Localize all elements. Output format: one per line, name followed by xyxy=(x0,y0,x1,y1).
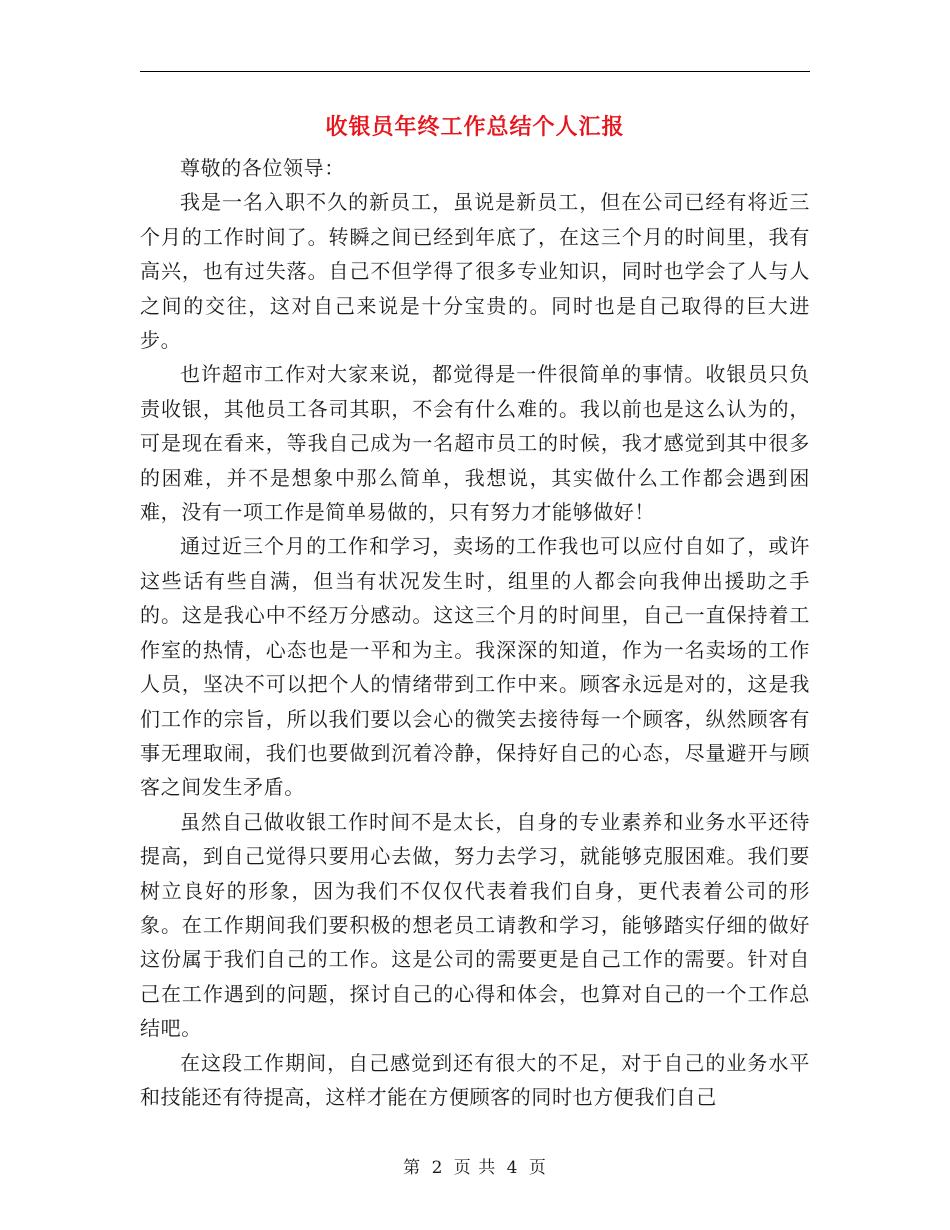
document-body xyxy=(140,151,810,1114)
header-rule xyxy=(140,71,810,72)
footer-suffix: 页 xyxy=(528,1158,547,1178)
body-paragraph: 通过近三个月的工作和学习，卖场的工作我也可以应付自如了，或许这些话有些自满，但当有状况发生时，组里的人都会向我伸出援助之手的。这是我心中不经万分感动。这这三个月的时间里，自己一直保持着工作室的热情，心态也是一平和为主。我深深的知道，作为一名卖场的工作人员，坚决不可以把个人的情绪带到工作中来。顾客永远是对的，这是我们工作的宗旨，所以我们要以会心的微笑去接待每一个顾客，纵然顾客有事无理取闹，我们也要做到沉着冷静，保持好自己的心态，尽量避开与顾客之间发生矛盾。 xyxy=(140,534,810,800)
footer-prefix: 第 xyxy=(403,1158,422,1178)
current-page-number: 2 xyxy=(431,1158,444,1178)
document-title: 收银员年终工作总结个人汇报 xyxy=(325,115,625,140)
body-paragraph: 我是一名入职不久的新员工，虽说是新员工，但在公司已经有将近三个月的工作时间了。转瞬之间已经到年底了，在这三个月的时间里，我有高兴，也有过失落。自己不但学得了很多专业知识，同时也学会了人与人之间的交往，这对自己来说是十分宝贵的。同时也是自己取得的巨大进步。 xyxy=(140,190,810,353)
body-paragraph: 虽然自己做收银工作时间不是太长，自身的专业素养和业务水平还待提高，到自己觉得只要用心去做，努力去学习，就能够克服困难。我们要树立良好的形象，因为我们不仅仅代表着我们自身，更代表着公司的形象。在工作期间我们要积极的想老员工请教和学习，能够踏实仔细的做好这份属于我们自己的工作。这是公司的需要更是自己工作的需要。针对自己在工作遇到的问题，探讨自己的心得和体会，也算对自己的一个工作总结吧。 xyxy=(140,809,810,1041)
body-paragraph: 在这段工作期间，自己感觉到还有很大的不足，对于自己的业务水平和技能还有待提高，这样才能在方便顾客的同时也方便我们自己 xyxy=(140,1050,810,1109)
body-paragraph: 也许超市工作对大家来说，都觉得是一件很简单的事情。收银员只负责收银，其他员工各司其职，不会有什么难的。我以前也是这么认为的，可是现在看来，等我自己成为一名超市员工的时候，我才感觉到其中很多的困难，并不是想象中那么简单，我想说，其实做什么工作都会遇到困难，没有一项工作是简单易做的，只有努力才能够做好！ xyxy=(140,362,810,525)
total-page-count: 4 xyxy=(506,1158,519,1178)
page-number-footer xyxy=(140,1153,810,1178)
salutation: 尊敬的各位领导： xyxy=(180,156,345,180)
footer-middle: 页 共 xyxy=(453,1158,497,1178)
